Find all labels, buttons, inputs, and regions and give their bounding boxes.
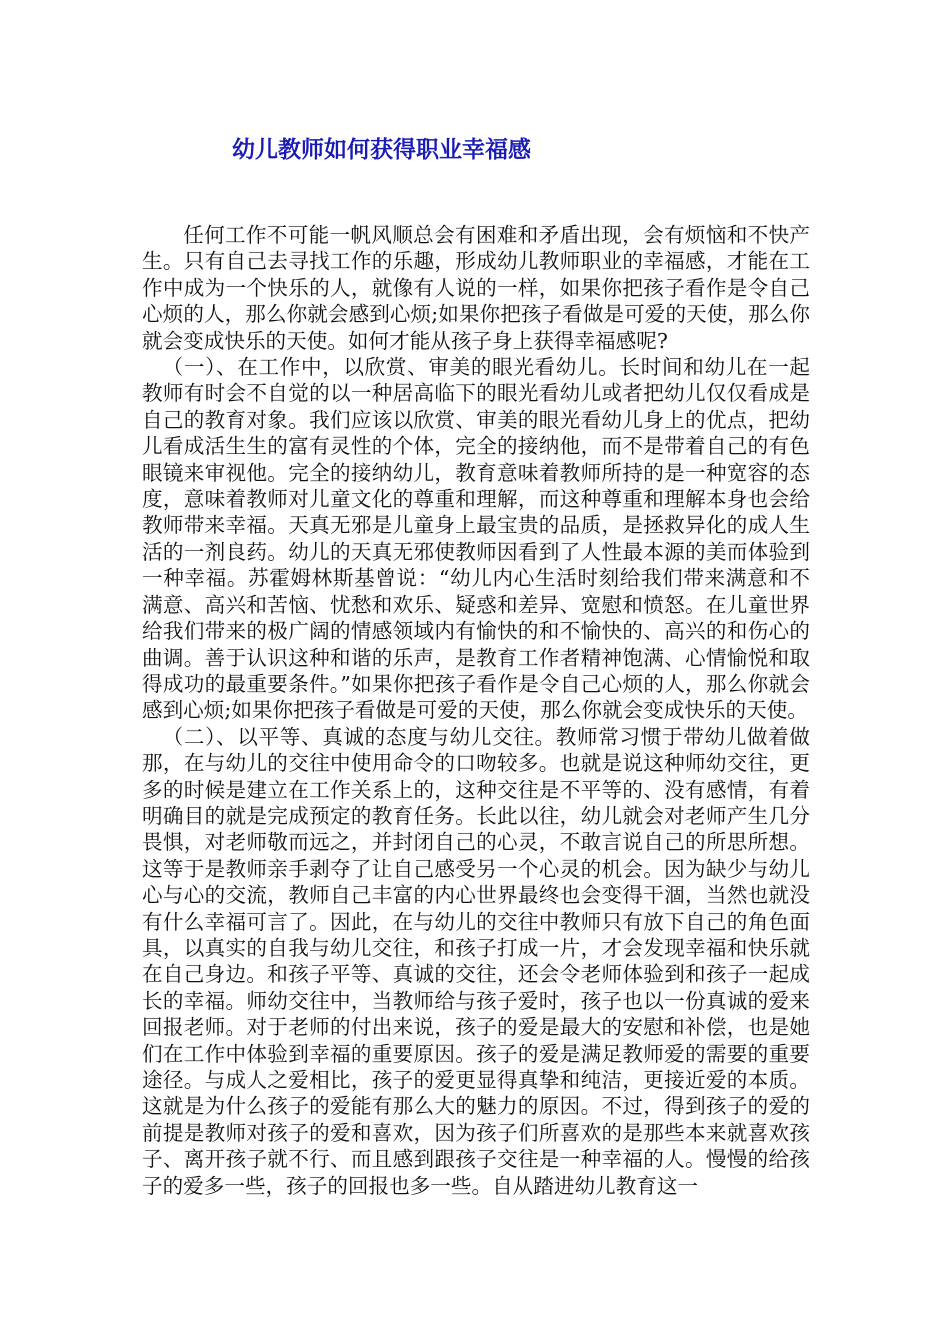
- paragraph-intro: 任何工作不可能一帆风顺总会有困难和矛盾出现，会有烦恼和不快产生。只有自己去寻找工作的乐趣，形成幼儿教师职业的幸福感，才能在工作中成为一个快乐的人，就像有人说的一样，如果你把孩子看作是令自己心烦的人，那么你就会感到心烦;如果你把孩子看做是可爱的天使，那么你就会变成快乐的天使。如何才能从孩子身上获得幸福感呢?: [142, 223, 810, 353]
- paragraph-section-one: （一）、在工作中，以欣赏、审美的眼光看幼儿。长时间和幼儿在一起教师有时会不自觉的以一种居高临下的眼光看幼儿或者把幼儿仅仅看成是自己的教育对象。我们应该以欣赏、审美的眼光看幼儿身上的优点，把幼儿看成活生生的富有灵性的个体，完全的接纳他，而不是带着自己的有色眼镜来审视他。完全的接纳幼儿，教育意味着教师所持的是一种宽容的态度，意味着教师对儿童文化的尊重和理解，而这种尊重和理解本身也会给教师带来幸福。天真无邪是儿童身上最宝贵的品质，是拯救异化的成人生活的一剂良药。幼儿的天真无邪使教师因看到了人性最本源的美而体验到一种幸福。苏霍姆林斯基曾说：“幼儿内心生活时刻给我们带来满意和不满意、高兴和苦恼、忧愁和欢乐、疑惑和差异、宽慰和愤怒。在儿童世界给我们带来的极广阔的情感领域内有愉快的和不愉快的、高兴的和伤心的曲调。善于认识这种和谐的乐声，是教育工作者精神饱满、心情愉悦和取得成功的最重要条件。”如果你把孩子看作是令自己心烦的人，那么你就会感到心烦;如果你把孩子看做是可爱的天使，那么你就会变成快乐的天使。: [142, 355, 810, 723]
- document-title: 幼儿教师如何获得职业幸福感: [232, 136, 531, 163]
- document-body: [142, 222, 810, 1199]
- paragraph-section-two: （二）、以平等、真诚的态度与幼儿交往。教师常习惯于带幼儿做着做那，在与幼儿的交往中使用命令的口吻较多。也就是说这种师幼交往，更多的时候是建立在工作关系上的，这种交往是不平等的、没有感情，有着明确目的就是完成预定的教育任务。长此以往，幼儿就会对老师产生几分畏惧，对老师敬而远之，并封闭自己的心灵，不敢言说自己的所思所想。这等于是教师亲手剥夺了让自己感受另一个心灵的机会。因为缺少与幼儿心与心的交流，教师自己丰富的内心世界最终也会变得干涸，当然也就没有什么幸福可言了。因此，在与幼儿的交往中教师只有放下自己的角色面具，以真实的自我与幼儿交往，和孩子打成一片，才会发现幸福和快乐就在自己身边。和孩子平等、真诚的交往，还会令老师体验到和孩子一起成长的幸福。师幼交往中，当教师给与孩子爱时，孩子也以一份真诚的爱来回报老师。对于老师的付出来说，孩子的爱是最大的安慰和补偿，也是她们在工作中体验到幸福的重要原因。孩子的爱是满足教师爱的需要的重要途径。与成人之爱相比，孩子的爱更显得真挚和纯洁，更接近爱的本质。这就是为什么孩子的爱能有那么大的魅力的原因。不过，得到孩子的爱的前提是教师对孩子的爱和喜欢，因为孩子们所喜欢的是那些本来就喜欢孩子、离开孩子就不行、而且感到跟孩子交往是一种幸福的人。慢慢的给孩子的爱多一些，孩子的回报也多一些。自从踏进幼儿教育这一: [142, 724, 810, 1198]
